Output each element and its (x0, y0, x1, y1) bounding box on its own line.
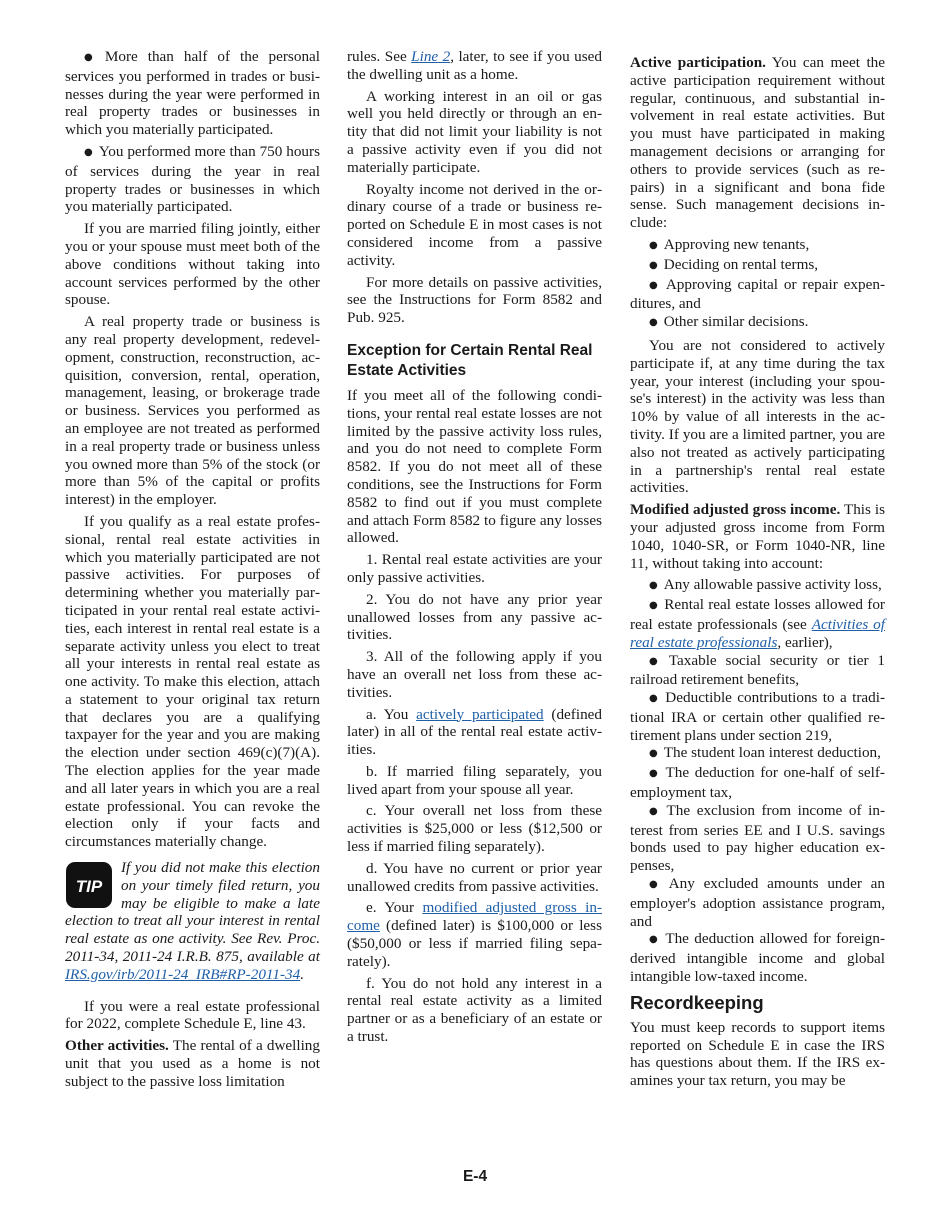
bullet-icon: ● (649, 239, 658, 251)
paragraph: Royalty income not derived in the ordinary course of a trade or business reported on Schedule E in most cases is not considered income from a passive activity. (347, 180, 602, 269)
bullet-paragraph: ● The deduction allowed for foreign-derived intangible income and global intangible low-taxed income. (630, 930, 886, 986)
bullet-paragraph: ● The deduction for one-half of self-employment tax, (630, 764, 885, 802)
bullet-paragraph: ● Deductible contributions to a traditional IRA or certain other qualified retirement plans under section 219, (630, 689, 885, 744)
bullet-paragraph: ● The exclusion from income of interest from series EE and I U.S. savings bonds used to pay higher education expenses, (630, 801, 885, 875)
list-item: 1. Rental real estate activities are your only passive activities. (347, 551, 602, 586)
paragraph-magi: Modified adjusted gross income. This is your adjusted gross income from Form 1040, 1040-SR, or Form 1040-NR, line 11, without taking into account: (630, 501, 885, 572)
bullet-icon: ● (649, 768, 660, 780)
bullet-icon: ● (649, 655, 663, 667)
bullet-paragraph: ● Any allowable passive activity loss, (649, 576, 882, 594)
bullet-paragraph: ● Rental real estate losses allowed for real estate professionals (see Activities of real estate professionals, earlier), (630, 596, 885, 651)
paragraph: If you qualify as a real estate professional, rental real estate activities in which you materially participated are not passive activities. For purposes of determining whether you materially participated in your rental real estate activities, each interest in rental real estate is a separate activity unless you elect to treat all your interests in rental real estate as one activity. To make this election, attach a statement to your original tax return that declares you are a qualifying taxpayer for the year and you are making the election under section 469(c)(7)(A). The election applies for the year made and all later years in which you are a real estate professional. You can revoke the election only if your facts and circumstances materially change. (65, 512, 320, 851)
bullet-icon: ● (649, 600, 659, 612)
paragraph: You must keep records to support items reported on Schedule E in case the IRS has questions about them. If the IRS examines your tax return, you may be (630, 1018, 885, 1090)
bullet-icon: ● (649, 279, 660, 291)
list-item: d. You have no current or prior year unallowed credits from passive activities. (347, 859, 602, 895)
bullet-paragraph: ● Other similar decisions. (649, 313, 809, 331)
bullet-paragraph: ● Deciding on rental terms, (649, 255, 819, 273)
bullet-icon: ● (649, 580, 658, 592)
tip-icon (65, 861, 113, 909)
line-2-link[interactable]: Line 2 (411, 48, 451, 65)
lead-heading: Modified adjusted gross income. (630, 501, 841, 519)
list-item: 2. You do not have any prior year unallowed losses from any passive activities. (347, 590, 602, 644)
bullet-icon: ● (649, 317, 658, 329)
bullet-paragraph: ● Any excluded amounts under an employer's adoption assistance program, and (630, 875, 885, 930)
list-item: b. If married filing separately, you lived apart from your spouse all year. (347, 762, 602, 798)
paragraph: You are not considered to actively participate if, at any time during the tax year, your interest (including your spouse's interest) in the activity was less than 10% by value of all interests in the activity. If you are a limited partner, you are also not treated as actively participating in a partnership's rental real estate activities. (630, 336, 885, 497)
actively-participated-link[interactable]: actively participated (416, 705, 544, 723)
bullet-icon: ● (84, 146, 93, 158)
bullet-paragraph: ● The student loan interest deduction, (649, 744, 881, 762)
list-item: 3. All of the following apply if you have an overall net loss from these activities. (347, 648, 602, 701)
paragraph: A working interest in an oil or gas well you held directly or through an entity that did not limit your liability is not a passive activity even if you did not materially participate. (347, 87, 602, 176)
tip-box: TIP If you did not make this election on your timely filed return, you may be eligible to make a late election to treat all your interest in rental real estate as one activity. See Rev. Proc. 2011-34, 2011-24 I.R.B. 875, available at IRS.gov/irb/2011-24_IRB#RP-2011-34. (65, 859, 320, 983)
list-item: e. Your modified adjusted gross income (defined later) is $100,000 or less ($50,000 or less if married filing separately). (347, 899, 603, 970)
list-item: a. You actively participated (defined later) in all of the rental real estate activities. (347, 705, 602, 759)
list-item: f. You do not hold any interest in a rental real estate activity as a limited partner or as a beneficiary of an estate or a trust. (347, 974, 602, 1046)
tip-text: If you did not make this election on your timely filed return, you may be eligible to make a late election to treat all your interest in rental real estate as one activity. See Rev. Proc. 2011-34, 2011-24 I.R.B. 875, available at (65, 859, 320, 966)
bullet-paragraph: ● Approving new tenants, (649, 235, 810, 253)
bullet-icon: ● (649, 748, 658, 760)
bullet-icon: ● (649, 879, 663, 891)
paragraph-other-activities: Other activities. The rental of a dwelling unit that you used as a home is not subject to the passive loss limitation (65, 1037, 320, 1090)
bullet-icon: ● (649, 805, 661, 817)
paragraph: rules. See Line 2, later, to see if you used the dwelling unit as a home. (347, 48, 602, 83)
list-item: c. Your overall net loss from these activities is $25,000 or less ($12,500 or less if married filing separately). (347, 802, 602, 856)
paragraph: If you meet all of the following conditions, your rental real estate losses are not limited by the passive activity loss rules, and you do not need to complete Form 8582. If you do not meet all of these conditions, see the Instructions for Form 8582 to find out if you must complete and attach Form 8582 to figure any losses allowed. (347, 386, 602, 547)
section-heading: Exception for Certain Rental Real Estate Activities (347, 341, 593, 379)
bullet-icon: ● (649, 934, 660, 946)
irb-link[interactable]: IRS.gov/irb/2011-24_IRB#RP-2011-34 (65, 965, 301, 983)
svg-text:TIP: TIP (75, 877, 103, 897)
bullet-paragraph: ● You performed more than 750 hours of services during the year in real property trades or businesses in which you materially participated. (65, 142, 320, 216)
modified-agi-link[interactable]: modified adjusted gross income (347, 899, 603, 935)
paragraph: If you were a real estate professional for 2022, complete Schedule E, line 43. (65, 997, 320, 1033)
column-3 (630, 54, 885, 1094)
bullet-paragraph: ● More than half of the personal services you performed in trades or businesses during the year were performed in real property trades or businesses in which you materially participated. (65, 48, 320, 139)
bullet-icon: ● (649, 693, 660, 705)
paragraph: For more details on passive activities, see the Instructions for Form 8582 and Pub. 925. (347, 273, 602, 327)
real-estate-professionals-link[interactable]: Activities of real estate professionals (630, 615, 885, 651)
paragraph: A real property trade or business is any real property development, redevelopment, construction, reconstruction, acquisition, conversion, rental, operation, management, leasing, or brokerage trade or business. Services you performed as an employee are not treated as performed in a real property trade or business unless you owned more than 5% of the stock (or more than 5% of the capital or profits interest) in the employer. (65, 313, 320, 509)
page-number: E-4 (462, 1168, 488, 1185)
bullet-icon: ● (649, 259, 658, 271)
paragraph: If you are married filing jointly, either you or your spouse must meet both of the above conditions without taking into account services performed by the other spouse. (65, 220, 320, 309)
column-1 (65, 48, 320, 1095)
column-2 (347, 48, 602, 1050)
bullet-paragraph: ● Taxable social security or tier 1 railroad retirement benefits, (630, 651, 885, 689)
bullet-icon: ● (84, 52, 99, 63)
lead-heading: Other activities. (65, 1037, 169, 1055)
bullet-paragraph: ● Approving capital or repair expenditures, and (630, 275, 885, 313)
paragraph-active-participation: Active participation. You can meet the active participation requirement without regular, continuous, and substantial involvement in real estate activities. But you must have participated in making management decisions or arranging for others to provide services (such as repairs) in a significant and bona fide sense. Such management decisions include: (630, 54, 885, 232)
lead-heading: Active participation. (630, 54, 766, 71)
recordkeeping-heading: Recordkeeping (630, 991, 764, 1013)
